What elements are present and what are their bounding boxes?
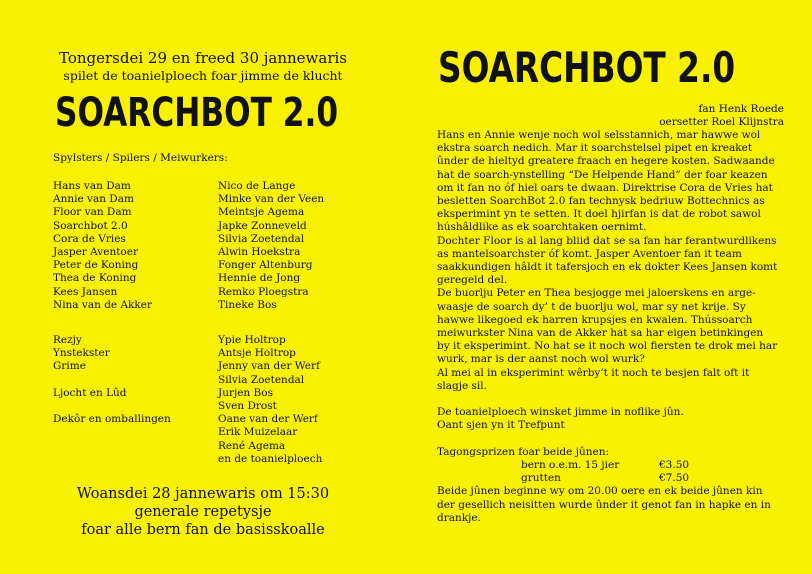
synopsis-line: slagje sil. (437, 379, 487, 392)
right-page (406, 0, 812, 574)
cast-roles (53, 180, 152, 312)
cast-actor: Remko Ploegstra (218, 285, 309, 298)
play-title-right: SOARCHBOT 2.0 (438, 43, 736, 92)
cast-role: Thea de Koning (53, 272, 137, 285)
event-subtitle: spilet de toanielploech foar jimme de klucht (63, 68, 343, 83)
synopsis-line: hat de soarch-ynstelling “De Helpende Hand” der foar keazen (437, 168, 768, 181)
rehearsal-audience: foar alle bern fan de basisskoalle (81, 522, 325, 538)
synopsis-line: wurk, mar is der aanst noch wol wurk? (437, 353, 645, 366)
crew-role: Rezjy (53, 334, 82, 346)
cast-role: Floor van Dam (53, 206, 132, 219)
crew-person: Ypie Holtrop (218, 334, 286, 346)
cast-role: Annie van Dam (53, 193, 134, 206)
closing-line: der gesellich neisitten wurde ûnder it genot fan in hapke en in (437, 498, 771, 511)
closing-line: Beide jûnen beginne wy om 20.00 oere en ek beide jûnen kin (437, 485, 763, 498)
synopsis-line: De buorlju Peter en Thea besjogge mei jaloerskens en arge- (437, 287, 756, 300)
cast-actor: Alwin Hoekstra (218, 245, 301, 258)
synopsis-line: meiwurkster Nina van de Akker hat sa har eigen betinkingen (437, 327, 764, 340)
synopsis-line: Al mei al in eksperimint wêrby’t it noch te besjen falt oft it (437, 366, 750, 379)
synopsis-line: hawwe likegoed ek harren krupsjes en kwalen. Thússoarch (437, 313, 753, 326)
synopsis-line: besletten SoarchBot 2.0 fan technysk bedriuw Bottechnics as (437, 195, 765, 208)
closing-line: drankje. (437, 511, 481, 524)
cast-role: Jasper Aventoer (53, 245, 138, 258)
synopsis (437, 129, 777, 525)
synopsis-line: húshâldlike as ek soarchtaken oernimt. (437, 221, 647, 234)
cast-actor: Silvia Zoetendal (218, 232, 305, 245)
cast-role: Cora de Vries (53, 232, 126, 245)
cast-actors (218, 180, 324, 312)
crew-person: Oane van der Werf (218, 413, 318, 426)
price-value: €7.50 (659, 472, 690, 485)
cast-header: Spylsters / Spilers / Meiwurkers: (53, 152, 228, 164)
crew-people (218, 334, 322, 466)
crew-role: Dekôr en omballingen (53, 413, 171, 426)
crew-role: Grime (53, 360, 86, 373)
rehearsal-date: Woansdei 28 jannewaris om 15:30 (76, 486, 330, 502)
crew-person: en de toanielploech (218, 452, 323, 465)
translator-credit: oersetter Roel Klijnstra (659, 116, 784, 128)
author-credit: fan Henk Roede (698, 103, 784, 115)
cast-role: Peter de Koning (53, 259, 139, 272)
cast-actor: Japke Zonneveld (218, 219, 307, 232)
crew-person: Silvia Zoetendal (218, 373, 305, 386)
cast-actor: Minke van der Veen (218, 193, 325, 206)
rehearsal-notice (0, 485, 406, 539)
crew-role: Ljocht en Lûd (53, 386, 127, 399)
crew-person: Jenny van der Werf (218, 360, 320, 373)
crew-roles (53, 334, 171, 426)
prices-header: Tagongsprizen foar beide jûnen: (437, 445, 609, 458)
synopsis-line: as mantelsoarchster óf komt. Jasper Aventoer fan it team (437, 247, 742, 260)
price-value: €3.50 (659, 459, 690, 472)
crew-person: Sven Drost (218, 399, 277, 412)
price-label: grutten (521, 472, 561, 485)
crew-person: Antsje Holtrop (218, 347, 296, 360)
cast-actor: Nico de Lange (218, 180, 296, 192)
synopsis-line: Hans en Annie wenje noch wol selsstannich, mar hawwe wol (437, 129, 761, 141)
cast-actor: Meintsje Agema (218, 206, 305, 219)
play-title-left: SOARCHBOT 2.0 (55, 90, 339, 136)
cast-role: Kees Jansen (53, 285, 118, 298)
synopsis-line: om it fan no óf hiel oars te dwaan. Direktrise Cora de Vries hat (437, 181, 773, 194)
synopsis-line: ekstra soarch nedich. Mar it soarchstelsel pipet en kreaket (437, 142, 753, 155)
synopsis-line: eksperimint yn te setten. It doel hjirfan is dat de robot sawol (437, 208, 761, 221)
cast-actor: Hennie de Jong (218, 272, 301, 285)
synopsis-line: waasje de soarch dy’ t de buorlju wol, mar sy net krije. Sy (437, 300, 746, 313)
crew-person: Erik Muizelaar (218, 426, 298, 439)
crew-person: René Agema (218, 439, 286, 452)
synopsis-line: Dochter Floor is al lang bliid dat se sa fan har ferantwurdlikens (437, 234, 777, 247)
cast-role: Hans van Dam (53, 180, 131, 192)
synopsis-line: ûnder de hieltyd greatere fraach en hegere kosten. Sadwaande (437, 155, 775, 168)
event-dates: Tongersdei 29 en freed 30 jannewaris (58, 49, 348, 67)
crew-role: Ynstekster (53, 347, 110, 360)
cast-actor: Tineke Bos (218, 298, 277, 311)
crew-person: Jurjen Bos (218, 386, 273, 399)
wish-line: Oant sjen yn it Trefpunt (437, 419, 565, 432)
wish-line: De toanielploech winsket jimme in noflike jûn. (437, 406, 684, 419)
synopsis-line: saakkundigen hâldt it tafersjoch en ek dokter Kees Jansen komt (437, 261, 778, 274)
synopsis-line: by it eksperimint. No hat se it noch wol fiersten te drok mei har (437, 340, 778, 353)
cast-role: Nina van de Akker (53, 298, 153, 311)
synopsis-line: geregeld del. (437, 274, 508, 287)
price-label: bern o.e.m. 15 jier (521, 459, 620, 472)
rehearsal-label: generale repetysje (134, 504, 272, 520)
cast-role: Soarchbot 2.0 (53, 219, 128, 232)
cast-actor: Fonger Altenburg (218, 259, 313, 272)
